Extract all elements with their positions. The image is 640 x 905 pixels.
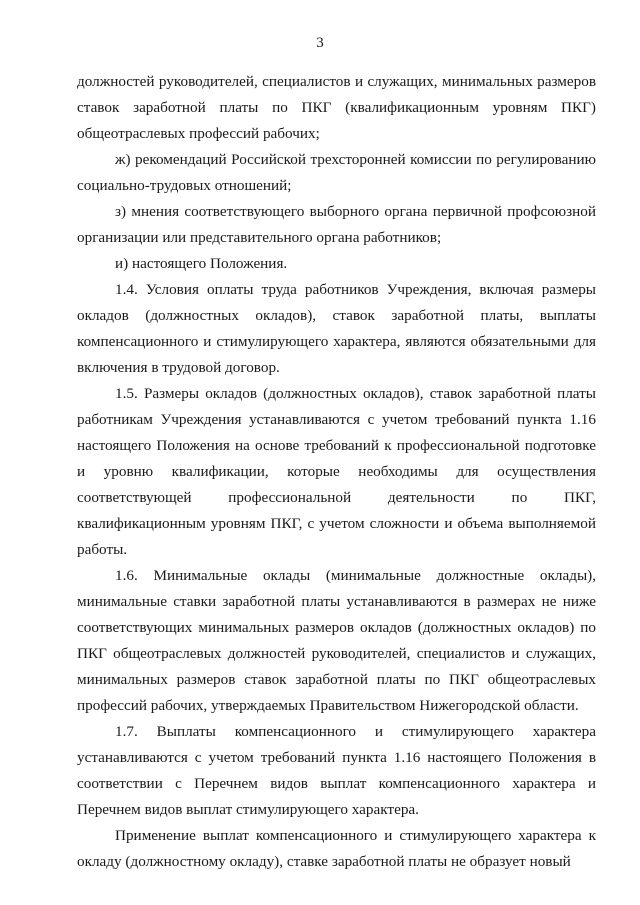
paragraph-1-6: 1.6. Минимальные оклады (минимальные должностные оклады), минимальные ставки заработной платы устанавливаются в размерах не ниже соответствующих минимальных размеров окладов (должностных окладов) по ПКГ общеотраслевых должностей руководителей, специалистов и служащих, минимальных размеров ставок заработной платы по ПКГ общеотраслевых профессий рабочих, утверждаемых Правительством Нижегородской области.: [77, 567, 596, 714]
paragraph-item-i: и) настоящего Положения.: [115, 255, 288, 272]
paragraph-1-7: 1.7. Выплаты компенсационного и стимулирующего характера устанавливаются с учетом требований пункта 1.16 настоящего Положения в соответствии с Перечнем видов выплат компенсационного характера и Перечнем видов выплат стимулирующего характера.: [77, 723, 596, 818]
paragraph-item-zh: ж) рекомендаций Российской трехсторонней комиссии по регулированию социально-трудовых отношений;: [77, 151, 596, 194]
paragraph-1-4: 1.4. Условия оплаты труда работников Учреждения, включая размеры окладов (должностных окладов), ставок заработной платы, выплаты компенсационного и стимулирующего характера, являются обязательными для включения в трудовой договор.: [77, 281, 596, 376]
document-body: [77, 69, 596, 875]
paragraph-continuation: должностей руководителей, специалистов и служащих, минимальных размеров ставок заработной платы по ПКГ (квалификационным уровням ПКГ) общеотраслевых профессий рабочих;: [77, 73, 596, 142]
paragraph-1-5: 1.5. Размеры окладов (должностных окладов), ставок заработной платы работникам Учреждения устанавливаются с учетом требований пункта 1.16 настоящего Положения на основе требований к профессиональной подготовке и уровню квалификации, которые необходимы для осуществления соответствующей профессиональной деятельности по ПКГ, квалификационным уровням ПКГ, с учетом сложности и объема выполняемой работы.: [77, 385, 596, 558]
paragraph-item-z: з) мнения соответствующего выборного органа первичной профсоюзной организации или представительного органа работников;: [77, 203, 596, 246]
page-number: 3: [316, 35, 324, 51]
paragraph-application: Применение выплат компенсационного и стимулирующего характера к окладу (должностному окладу), ставке заработной платы не образует новый: [77, 827, 596, 870]
